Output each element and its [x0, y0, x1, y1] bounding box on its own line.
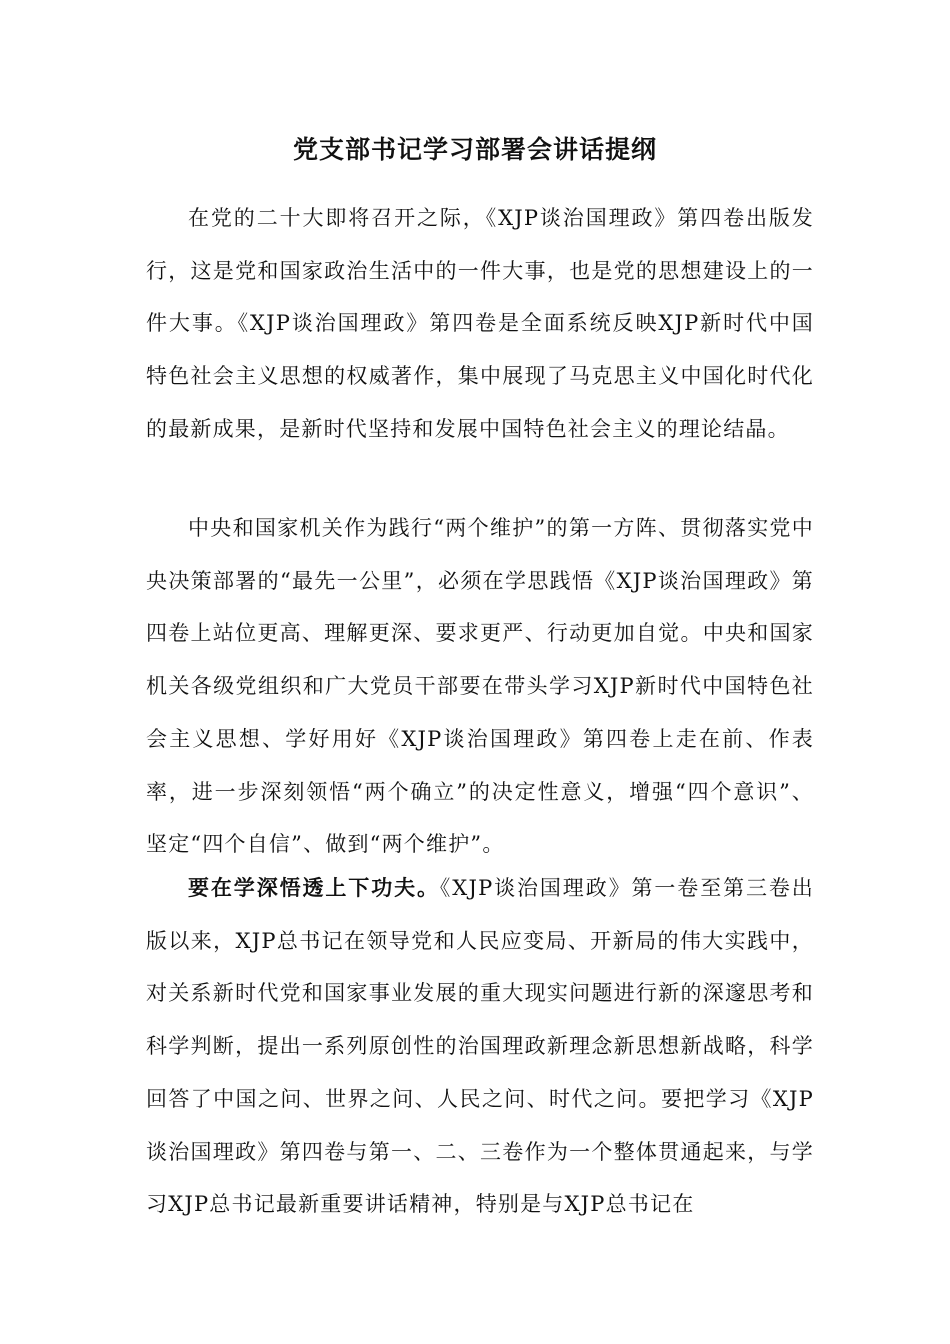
paragraph-3-lead: 要在学深悟透上下功夫。 — [188, 875, 440, 900]
paragraph-1: 在党的二十大即将召开之际，《XJP谈治国理政》第四卷出版发行，这是党和国家政治生活中的一件大事，也是党的思想建设上的一件大事。《XJP谈治国理政》第四卷是全面系统反映XJP新时代中国特色社会主义思想的权威著作，集中展现了马克思主义中国化时代化的最新成果，是新时代坚持和发展中国特色社会主义的理论结晶。 — [146, 206, 814, 441]
document-title: 党支部书记学习部署会讲话提纲 — [292, 135, 657, 164]
paragraph-3-body: 《XJP谈治国理政》第一卷至第三卷出版以来，XJP总书记在领导党和人民应变局、开新局的伟大实践中，对关系新时代党和国家事业发展的重大现实问题进行新的深邃思考和科学判断，提出一系列原创性的治国理政新理念新思想新战略，科学回答了中国之问、世界之问、人民之问、时代之问。要把学习《XJP谈治国理政》第四卷与第一、二、三卷作为一个整体贯通起来，与学习XJP总书记最新重要讲话精神，特别是与XJP总书记在 — [146, 876, 814, 1217]
paragraph-2: 中央和国家机关作为践行“两个维护”的第一方阵、贯彻落实党中央决策部署的“最先一公里”，必须在学思践悟《XJP谈治国理政》第四卷上站位更高、理解更深、要求更严、行动更加自觉。中央和国家机关各级党组织和广大党员干部要在带头学习XJP新时代中国特色社会主义思想、学好用好《XJP谈治国理政》第四卷上走在前、作表率，进一步深刻领悟“两个确立”的决定性意义，增强“四个意识”、坚定“四个自信”、做到“两个维护”。 — [146, 516, 814, 857]
paragraph-3 — [146, 862, 814, 1231]
